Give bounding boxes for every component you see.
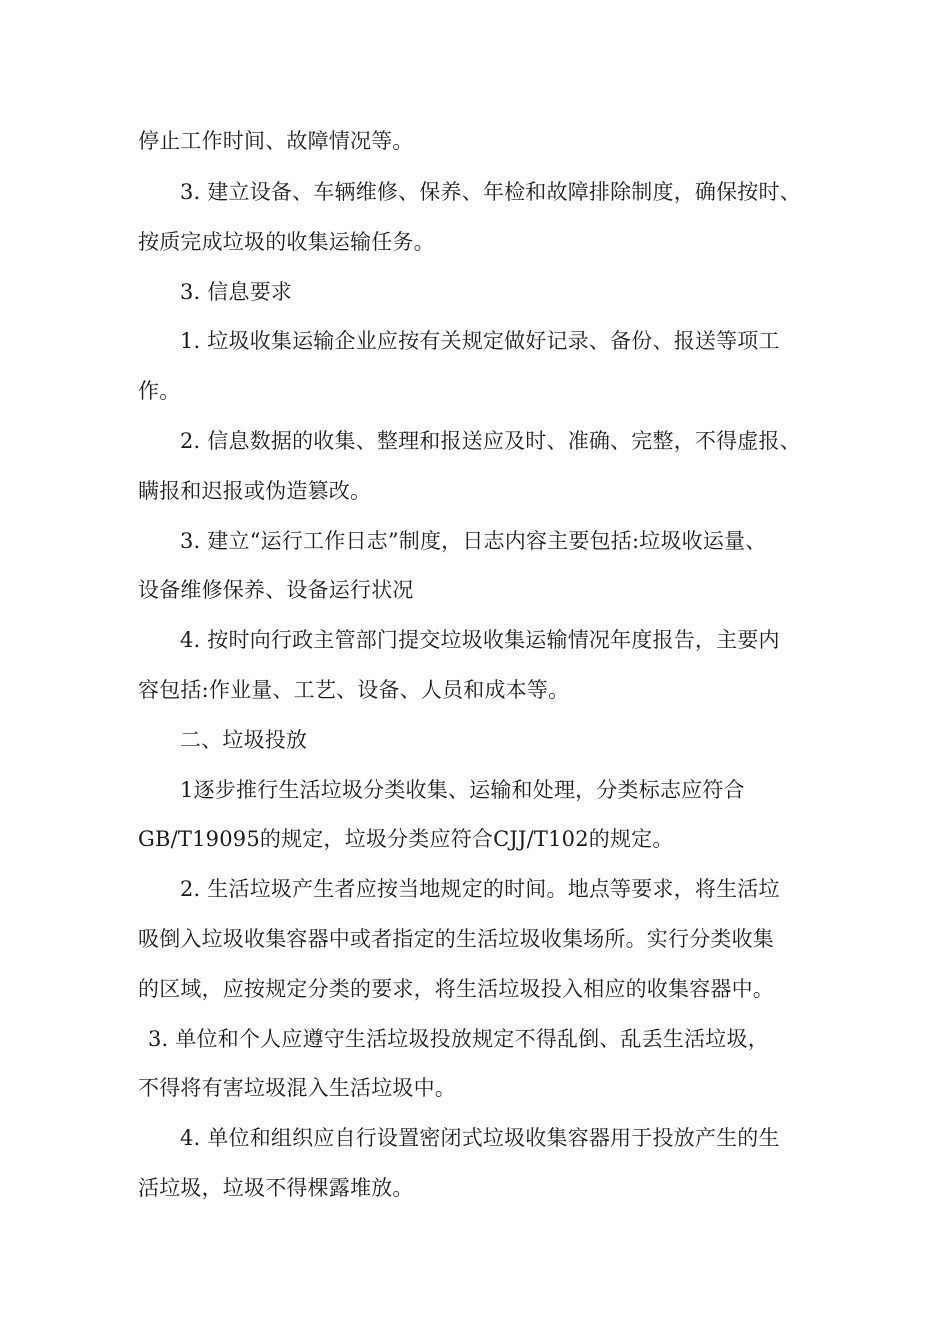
text-line: 2. 信息数据的收集、整理和报送应及时、准确、完整，不得虚报、 — [180, 429, 801, 453]
text-line: 3. 建立设备、车辆维修、保养、年检和故障排除制度，确保按时、 — [180, 180, 801, 204]
text-line: 不得将有害垃圾混入生活垃圾中。 — [138, 1076, 456, 1100]
text-line: 设备维修保养、设备运行状况 — [138, 578, 414, 602]
text-line: 按质完成垃圾的收集运输任务。 — [138, 230, 435, 254]
text-line: 瞒报和迟报或伪造篡改。 — [138, 479, 372, 503]
text-line: 4. 按时向行政主管部门提交垃圾收集运输情况年度报告，主要内 — [180, 628, 780, 652]
text-line: 3. 单位和个人应遵守生活垃圾投放规定不得乱倒、乱丢生活垃圾， — [148, 1027, 769, 1051]
section-heading: 3. 信息要求 — [180, 280, 293, 304]
text-line: 1逐步推行生活垃圾分类收集、运输和处理，分类标志应符合 — [180, 778, 745, 802]
text-line: 容包括:作业量、工艺、设备、人员和成本等。 — [138, 678, 570, 702]
text-line: 1. 垃圾收集运输企业应按有关规定做好记录、备份、报送等项工 — [180, 329, 780, 353]
text-line: 的区域，应按规定分类的要求，将生活垃圾投入相应的收集容器中。 — [138, 977, 774, 1001]
text-line: 3. 建立“运行工作日志”制度，日志内容主要包括:垃圾收运量、 — [180, 529, 767, 553]
text-line: 作。 — [138, 379, 181, 403]
text-line: 停止工作时间、故障情况等。 — [138, 129, 414, 153]
text-line: 4. 单位和组织应自行设置密闭式垃圾收集容器用于投放产生的生 — [180, 1126, 780, 1150]
section-heading: 二、垃圾投放 — [180, 728, 308, 752]
text-line: 活垃圾，垃圾不得棵露堆放。 — [138, 1176, 414, 1200]
text-line: 2. 生活垃圾产生者应按当地规定的时间。地点等要求，将生活垃 — [180, 877, 780, 901]
text-line: 吸倒入垃圾收集容器中或者指定的生活垃圾收集场所。实行分类收集 — [138, 927, 774, 951]
text-line: GB/T19095的规定，垃圾分类应符合CJJ/T102的规定。 — [138, 827, 674, 851]
